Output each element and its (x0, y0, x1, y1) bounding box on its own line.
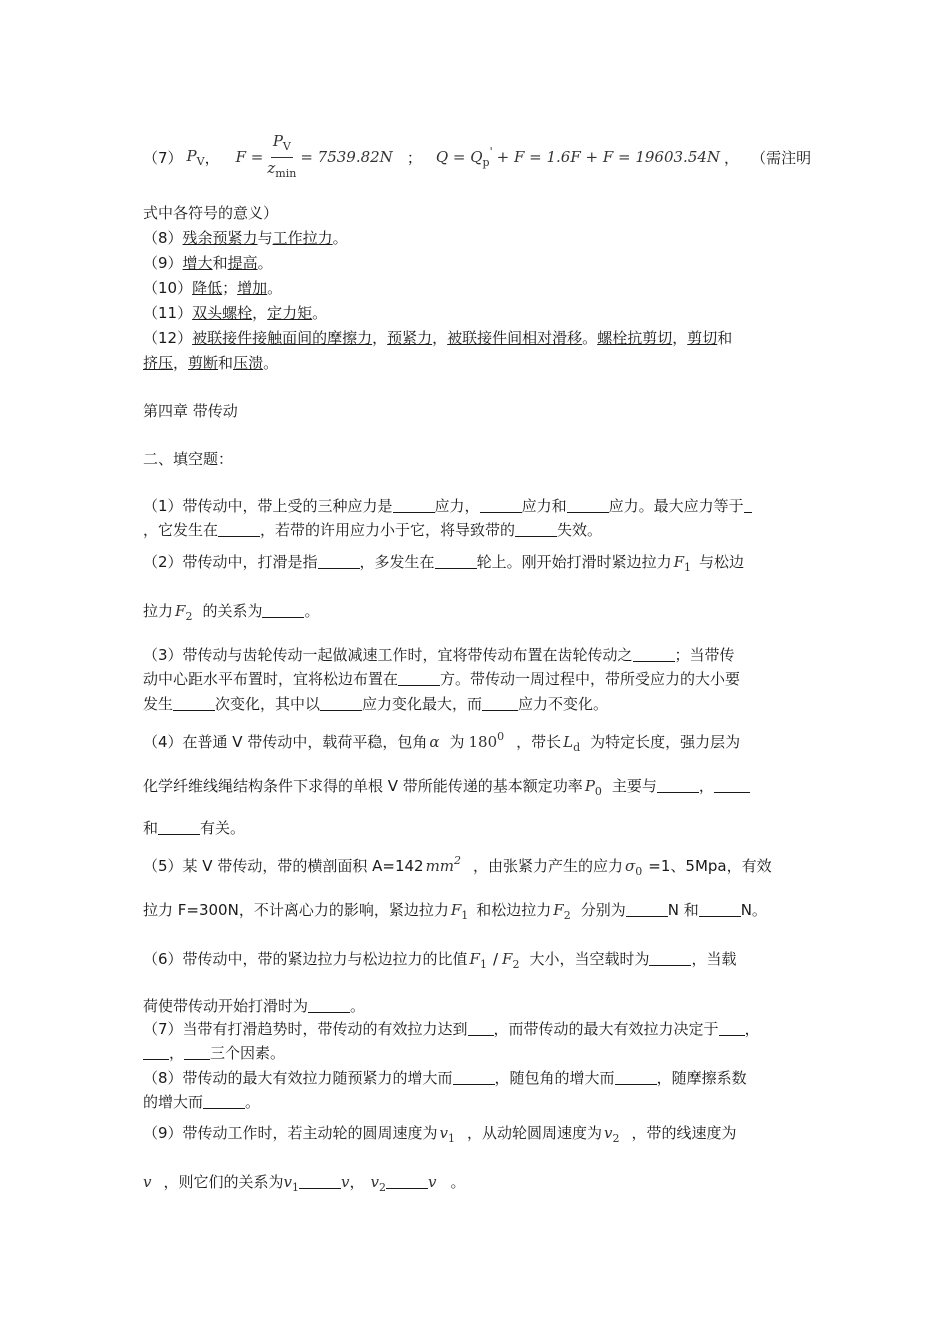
symbol-Ld: $L_d$ (563, 733, 581, 754)
symbol-mm2: $mm^2$ (425, 854, 462, 875)
q7-note-continued: 式中各符号的意义） (143, 204, 279, 222)
blank (299, 1174, 341, 1189)
p3-line-1: （3）带传动与齿轮传动一起做减速工作时，宜将带传动布置在齿轮传动之 ；当带传 (143, 646, 735, 664)
p3-line-3: 发生 次变化，其中以 应力变化最大，而 应力不变化。 (143, 695, 609, 713)
q7-f-rhs: = 7539.82N (300, 148, 393, 166)
blank (626, 902, 668, 917)
symbol-v: v (340, 1173, 350, 1191)
p9-line-1: （9）带传动工作时，若主动轮的圆周速度为 $v_1$ ，从动轮圆周速度为 $v_2$ ，带的线速度为 (143, 1124, 737, 1145)
blank (515, 522, 557, 537)
symbol-v: v (427, 1173, 437, 1191)
symbol-F1: $F_1$ (450, 901, 469, 922)
q9-line: （9）增大和提高。 (143, 254, 273, 272)
blank (320, 696, 362, 711)
blank (468, 1021, 494, 1036)
symbol-v2: $v_2$ (604, 1124, 620, 1145)
p2-line-1: （2）带传动中，打滑是指 ，多发生在 轮上。刚开始打滑时紧边拉力 $F_1$ 与松边 (143, 553, 745, 574)
blank (719, 1021, 745, 1036)
q12-line-2: 挤压，剪断和压溃。 (143, 354, 279, 372)
p4-line-3: 和 有关。 (143, 819, 246, 837)
p4-line-2: 化学纤维线绳结构条件下求得的单根 V 带所能传递的基本额定功率 $P_0$ 主要与 ， (143, 776, 750, 802)
p8-line-1: （8）带传动的最大有效拉力随预紧力的增大而 ，随包角的增大而 ，随摩擦系数 (143, 1069, 747, 1087)
blank (744, 498, 752, 513)
q8-line: （8）残余预紧力与工作拉力。 (143, 229, 348, 247)
blank (649, 951, 691, 966)
p7-line-1: （7）当带有打滑趋势时，带传动的有效拉力达到 ，而带传动的最大有效拉力决定于 ， (143, 1020, 760, 1038)
q7-note: （需注明 (751, 148, 812, 167)
q11-line: （11）双头螺栓，定力矩。 (143, 304, 328, 322)
blank (386, 1174, 428, 1189)
p7-line-2: ， 三个因素。 (143, 1043, 285, 1063)
p5-line-2: 拉力 F=300N，不计离心力的影响，紧边拉力 $F_1$ 和松边拉力 $F_2$ 分别为 N 和 N。 (143, 901, 767, 922)
blank (158, 820, 200, 835)
blank (398, 671, 440, 686)
q7-fraction: $\frac{P_V}{z_{min}}$ (267, 131, 297, 180)
symbol-v1: $v_1$ (439, 1124, 456, 1145)
chapter-title: 第四章 带传动 (143, 402, 238, 420)
q7-prefix: （7） (143, 148, 183, 167)
symbol-sigma0: $\sigma_0$ (625, 857, 643, 878)
q7-q-rhs: + F = 1.6F + F = 19603.54N (496, 148, 721, 166)
p4-line-1: （4）在普通 V 带传动中，载荷平稳，包角 α 为 $180^0$ ，带长 $L_d$ 为特定长度，强力层为 (143, 730, 741, 754)
q7-comma: ， (204, 148, 220, 167)
p3-line-2: 动中心距水平布置时，宜将松边布置在 方。带传动一周过程中，带所受应力的大小要 (143, 670, 741, 688)
symbol-v1: $v_1$ (283, 1173, 299, 1194)
symbol-alpha: α (429, 733, 440, 751)
blank (393, 498, 435, 513)
p6-line-1: （6）带传动中，带的紧边拉力与松边拉力的比值 $F_1 / F_2$ 大小，当空载时为 ，当载 (143, 950, 737, 971)
blank (262, 603, 304, 618)
q12-line-1: （12）被联接件接触面间的摩擦力，预紧力，被联接件间相对滑移。螺栓抗剪切，剪切和 (143, 329, 733, 347)
blank (699, 902, 741, 917)
q10-line: （10）降低；增加。 (143, 279, 283, 297)
p8-line-2: 的增大而 。 (143, 1093, 261, 1111)
section-title: 二、填空题： (143, 450, 234, 468)
p2-line-2: 拉力 $F_2$ 的关系为 。 (143, 602, 320, 623)
blank (318, 554, 360, 569)
blank (173, 696, 215, 711)
symbol-F2: $F_2$ (502, 950, 520, 971)
blank (482, 696, 518, 711)
q7-f-lhs: F = (235, 148, 264, 166)
p1-line-2: ，它发生在 ，若带的许用应力小于它，将导致带的 失效。 (143, 521, 603, 539)
p6-line-2: 荷使带传动开始打滑时为 。 (143, 997, 366, 1015)
blank (714, 778, 750, 793)
q7-semicolon: ； (406, 148, 422, 167)
blank (308, 998, 350, 1013)
symbol-F1: $F_1$ (673, 553, 691, 574)
symbol-P0: $P_0$ (584, 777, 602, 798)
p5-line-1: （5）某 V 带传动，带的横剖面积 A=142 $mm^2$ ，由张紧力产生的应力 $\sigma_0 =1$、5Mpa，有效 (143, 854, 772, 878)
symbol-180deg: $180^0$ (468, 730, 505, 751)
q7-comma2: ， (724, 148, 740, 167)
q7-formula-line (143, 128, 811, 186)
q7-pv-symbol: $P_V$ (186, 146, 205, 168)
blank (453, 1070, 495, 1085)
symbol-F2: $F_2$ (175, 602, 193, 623)
p1-line-1: （1）带传动中，带上受的三种应力是 应力， 应力和 应力。最大应力等于 (143, 496, 752, 516)
blank (633, 647, 675, 662)
blank (218, 522, 260, 537)
blank (567, 498, 609, 513)
blank (615, 1070, 657, 1085)
blank (203, 1094, 245, 1109)
blank (657, 778, 699, 793)
blank (143, 1045, 169, 1060)
blank (480, 498, 522, 513)
symbol-v: v (143, 1173, 152, 1191)
symbol-v2: $v_2$ (370, 1173, 386, 1194)
blank (435, 554, 477, 569)
q7-q-lhs: $Q = Q_p'$ (435, 145, 493, 169)
blank (184, 1045, 210, 1060)
symbol-F1: $F_1$ (469, 950, 487, 971)
symbol-F2: $F_2$ (553, 901, 571, 922)
p9-line-2: v ，则它们的关系为$v_1$ v， $v_2$ v 。 (143, 1173, 466, 1194)
